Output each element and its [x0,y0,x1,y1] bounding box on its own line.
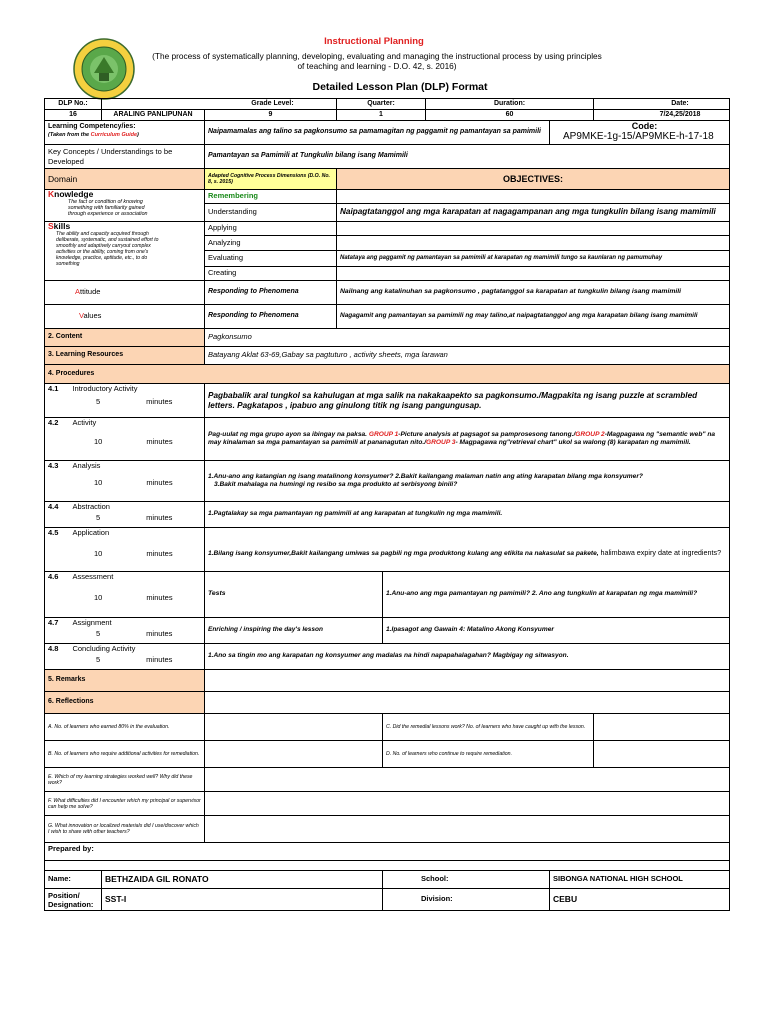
procedure-4-1-name: Introductory Activity [72,384,138,393]
procedure-4-2-name: Activity [72,418,97,427]
procedure-4-5-text1: 1.Bilang isang konsyumer,Bakit kailangang umiwas sa pagbili ng mga produktong kulang ang etikita na nakasulat sa pakete, [208,549,599,557]
attitude-row [45,281,730,305]
reflection-c-answer [594,714,730,741]
values-initial: V [79,311,84,321]
code-cell [550,121,730,145]
procedure-4-2-num: 4.2 [48,418,59,427]
knowledge-remembering-row [45,190,730,204]
reflection-f-row [45,792,730,816]
reflections-value [205,692,730,714]
grade-level-value: 9 [205,110,337,121]
duration-label: Duration: [426,99,594,110]
school-label: School: [383,871,550,889]
procedures-label: 4. Procedures [45,365,730,384]
procedure-4-4-text: 1.Pagtalakay sa mga pamantayan ng pamimili at ang karapatan at tungkulin ng mga mamimili. [205,502,730,528]
procedure-4-5-text2: halimbawa expiry date at ingredients? [600,547,722,557]
procedure-4-1-mins-value: 5 [96,396,101,406]
procedure-4-2-cell [45,418,205,461]
procedure-4-1-row [45,384,730,418]
procedure-4-3-minutes [48,471,201,488]
procedure-4-8-row [45,644,730,670]
procedure-4-6-num: 4.6 [48,572,59,581]
evaluating-objective: Natataya ang paggamit ng pamantayan sa pamimili at karapatan ng mamimili tungo sa kaunlaran ng pamumuhay [337,251,730,267]
division-value: CEBU [550,889,730,911]
curriculum-note-suffix: ) [137,131,139,138]
dlp-format-title: Detailed Lesson Plan (DLP) Format [312,81,488,93]
analyzing-label: Analyzing [205,236,337,251]
prepared-spacer-row [45,861,730,871]
procedure-4-5-heading [48,529,201,538]
procedure-4-5-cell [45,528,205,572]
info-value-row [45,110,730,121]
understanding-label: Understanding [205,204,337,222]
grade-level-label: Grade Level: [102,99,337,110]
skills-desc: The ability and capacity acquired through deliberate, systematic, and sustained effort to smoothly and adaptively carryout complex activities or the ability, coming from one's knowledge, practice, aptitude, etc., to do something [56,231,159,267]
remarks-label: 5. Remarks [45,670,205,692]
creating-objective [337,267,730,281]
date-value: 7/24,25/2018 [594,110,730,121]
procedure-4-4-heading [48,503,201,512]
procedure-4-8-heading [48,645,201,654]
procedure-4-1-num: 4.1 [48,384,59,393]
analyzing-objective [337,236,730,251]
skills-cell [45,222,205,281]
group-3-label: GROUP 3 [426,439,456,446]
remembering-label [205,190,337,204]
procedure-4-5-row [45,528,730,572]
procedure-4-7-name: Assignment [72,618,112,627]
reflection-e-answer [205,768,730,792]
competency-row [45,121,730,145]
name-label: Name: [45,871,102,889]
group-1-label: GROUP 1 [368,430,399,438]
procedure-4-5-mins-word: minutes [146,548,173,558]
procedure-4-2-row [45,418,730,461]
duration-value: 60 [426,110,594,121]
reflection-f-answer [205,792,730,816]
attitude-label [45,281,205,305]
applying-label: Applying [205,222,337,236]
knowledge-desc: The fact or condition of knowing something with familiarity gained through experience or association [68,199,148,217]
content-row [45,329,730,347]
values-objective: Nagagamit ang pamantayan sa pamimili ng may talino,at naipagtatanggol ang mga karapatan bilang isang mamimili [337,305,730,329]
position-value: SST-I [102,889,383,911]
division-label: Division: [383,889,550,911]
attitude-objective: Nailnang ang katalinuhan sa pagkonsumo , pagtatanggol sa karapatan at tungkulin bilang isang mamimili [337,281,730,305]
instructional-planning-subtitle: (The process of systematically planning, developing, evaluating and managing the instructional process by using principles of teaching and learning - D.O. 42, s. 2016) [152,51,602,71]
document-header [0,0,768,98]
applying-objective [337,222,730,236]
competency-label: Learning Competency/ies: [48,123,136,130]
procedure-4-2-t3: -Magpagawa ng "semantic web" na may kinalaman sa mga pamantayan sa pamimili at pananagutan nito./ [208,430,716,446]
resources-label: 3. Learning Resources [45,347,205,365]
procedure-4-4-mins-value: 5 [96,512,101,522]
key-concepts-row [45,145,730,169]
skills-initial: S [48,221,54,231]
key-concepts-label: Key Concepts / Understandings to be Developed [45,145,205,169]
procedure-4-8-minutes [48,654,201,665]
procedure-4-5-mins-value: 10 [94,548,103,558]
procedure-4-7-text: 1.Ipasagot ang Gawain 4: Matalino Akong Konsyumer [383,618,730,644]
creating-label: Creating [205,267,337,281]
procedure-4-4-row [45,502,730,528]
procedure-4-8-mins-word: minutes [146,654,173,664]
procedure-4-3-mins-word: minutes [146,477,173,487]
procedure-4-8-text: 1.Ano sa tingin mo ang karapatan ng konsyumer ang madalas na hindi napapahalagahan? Magbigay ng sitwasyon. [205,644,730,670]
procedure-4-8-num: 4.8 [48,644,59,653]
procedure-4-5-name: Application [72,528,110,537]
procedure-4-7-num: 4.7 [48,618,59,627]
position-label: Position/ Designation: [45,889,102,911]
reflection-d-answer [594,741,730,768]
date-label: Date: [594,99,730,110]
procedure-4-4-num: 4.4 [48,502,59,511]
procedure-4-2-t2: -Picture analysis at pagsagot sa pamprosesong tanong./ [398,430,576,438]
reflection-f-question: F. What difficulties did I encounter which my principal or supervisor can help me solve? [45,792,205,816]
reflection-e-row [45,768,730,792]
attitude-rest: ttitude [80,287,101,297]
procedure-4-7-mins-word: minutes [146,628,173,638]
procedure-4-6-minutes [48,582,201,603]
remembering-objective [337,190,730,204]
dlp-no-value: 16 [45,110,102,121]
school-value: SIBONGA NATIONAL HIGH SCHOOL [550,871,730,889]
content-text: Pagkonsumo [205,329,730,347]
procedure-4-6-mins-value: 10 [94,592,103,602]
info-label-row [45,99,730,110]
content-label: 2. Content [45,329,205,347]
domain-header-row [45,169,730,190]
reflections-row [45,692,730,714]
resources-row [45,347,730,365]
prepared-spacer [45,861,730,871]
procedure-4-7-mins-value: 5 [96,628,101,638]
subject-value: ARALING PANLIPUNAN [102,110,205,121]
values-label [45,305,205,329]
dlp-no-label: DLP No.: [45,99,102,110]
knowledge-rest: nowledge [54,189,94,199]
reflection-a-question: A. No. of learners who earned 80% in the evaluation. [45,714,205,741]
skills-rest: kills [53,221,71,231]
procedure-4-2-t1: Pag-uulat ng mga grupo ayon sa ibingay na paksa. [208,430,369,438]
procedure-4-2-mins-word: minutes [146,436,173,446]
code-value: AP9MKE-1g-15/AP9MKE-h-17-18 [563,131,714,142]
procedure-4-3-heading [48,462,201,471]
resources-text: Batayang Aklat 63-69,Gabay sa pagtuturo , activity sheets, mga larawan [205,347,730,365]
skills-label [48,222,201,231]
procedure-4-8-name: Concluding Activity [72,644,136,653]
competency-label-cell [45,121,205,145]
procedure-4-6-mode: Tests [205,572,383,618]
reflection-c-question: C. Did the remedial lessons work? No. of learners who have caught up with the lesson. [383,714,594,741]
competency-text: Naipamamalas ang talino sa pagkonsumo sa pamamagitan ng paggamit ng pamantayan sa pamimili [205,121,550,145]
skills-applying-row [45,222,730,236]
procedure-4-3-row [45,461,730,502]
knowledge-initial: K [48,189,55,199]
code-label: Code: [631,121,658,131]
procedure-4-3-text2: 3.Bakit mahalaga na humingi ng resibo sa mga produkto at serbisyong binili? [214,481,458,488]
procedure-4-6-mins-word: minutes [146,592,173,602]
attitude-initial: A [75,287,81,297]
attitude-level: Responding to Phenomena [205,281,337,305]
procedure-4-1-text: Pagbabalik aral tungkol sa kahulugan at mga salik na nakakaapekto sa pagkonsumo./Magpakita ng isang puzzle at scrambled letters. Pagkatapos , ipabuo ang ginulong titik ng isang pangungusap. [205,384,730,418]
dlp-table [44,98,730,911]
procedure-4-7-minutes [48,628,201,639]
knowledge-label [48,190,201,199]
procedure-4-1-mins-word: minutes [146,396,173,406]
reflection-g-question: G. What innovation or localized materials did I use/discover which I wish to share with other teachers? [45,816,205,843]
instructional-planning-title: Instructional Planning [324,36,424,47]
evaluating-label: Evaluating [205,251,337,267]
name-row [45,871,730,889]
values-row [45,305,730,329]
position-row [45,889,730,911]
name-value: BETHZAIDA GIL RONATO [102,871,383,889]
procedure-4-3-cell [45,461,205,502]
curriculum-guide-link[interactable]: Curriculum Guide [90,131,138,138]
procedure-4-6-cell [45,572,205,618]
procedure-4-5-text [205,528,730,572]
curriculum-guide-note [48,132,201,139]
knowledge-cell [45,190,205,222]
values-level: Responding to Phenomena [205,305,337,329]
adapted-dimensions: Adapted Cognitive Process Dimensions (D.O. No. 8, s. 2015) [205,169,337,190]
group-2-label: GROUP 2 [575,430,605,438]
quarter-label: Quarter: [337,99,426,110]
reflections-label: 6. Reflections [45,692,205,714]
quarter-value: 1 [337,110,426,121]
objectives-label: OBJECTIVES: [337,169,730,190]
procedure-4-6-row [45,572,730,618]
procedure-4-7-mode: Enriching / inspiring the day's lesson [205,618,383,644]
key-concepts-text: Pamantayan sa Pamimili at Tungkulin bilang isang Mamimili [205,145,730,169]
reflection-a-row [45,714,730,741]
procedures-header-row [45,365,730,384]
domain-label: Domain [45,169,205,190]
procedure-4-3-mins-value: 10 [94,477,103,487]
remarks-row [45,670,730,692]
prepared-by-label: Prepared by: [45,843,730,861]
curriculum-note-prefix: (Taken from the [48,131,91,138]
values-rest: alues [83,311,102,321]
remembering-text: Remembering [208,191,259,201]
procedure-4-2-mins-value: 10 [94,436,103,446]
procedure-4-4-name: Abstraction [72,502,110,511]
reflection-e-question: E. Which of my learning strategies worked well? Why did these work? [45,768,205,792]
procedure-4-2-minutes [48,428,201,447]
procedure-4-3-name: Analysis [72,461,101,470]
procedure-4-3-text1: 1.Anu-ano ang katangian ng isang matalinong konsyumer? 2.Bakit kailangang malaman natin ang ating karapatan bilang mga konsyumer? [208,472,643,480]
deped-seal-logo [72,37,136,101]
procedure-4-4-minutes [48,512,201,523]
reflection-a-answer [205,714,383,741]
procedure-4-2-text [205,418,730,461]
procedure-4-8-mins-value: 5 [96,654,101,664]
procedure-4-3-num: 4.3 [48,461,59,470]
reflection-g-row [45,816,730,843]
procedure-4-7-heading [48,619,201,628]
procedure-4-4-mins-word: minutes [146,512,173,522]
reflection-d-question: D. No. of learners who continue to require remediation. [383,741,594,768]
procedure-4-1-cell [45,384,205,418]
prepared-by-row [45,843,730,861]
procedure-4-6-name: Assessment [72,572,114,581]
procedure-4-2-heading [48,419,201,428]
reflection-b-row [45,741,730,768]
procedure-4-8-cell [45,644,205,670]
remarks-value [205,670,730,692]
procedure-4-7-cell [45,618,205,644]
procedure-4-5-num: 4.5 [48,528,59,537]
procedure-4-3-text [205,461,730,502]
procedure-4-7-row [45,618,730,644]
understanding-objective: Naipagtatanggol ang mga karapatan at nagagampanan ang mga tungkulin bilang isang mamimili [337,204,730,222]
procedure-4-1-heading [48,385,201,394]
procedure-4-4-cell [45,502,205,528]
procedure-4-5-minutes [48,538,201,559]
reflection-b-question: B. No. of learners who require additional activities for remediation. [45,741,205,768]
reflection-g-answer [205,816,730,843]
procedure-4-6-heading [48,573,201,582]
reflection-b-answer [205,741,383,768]
procedure-4-1-minutes [48,394,201,407]
procedure-4-6-text: 1.Anu-ano ang mga pamantayan ng pamimili? 2. Ano ang tungkulin at karapatan ng mga mamimili? [383,572,730,618]
procedure-4-2-t4: - Magpagawa ng"retrieval chart" ukol sa walong (8) karapatan ng mamimili. [455,439,691,446]
